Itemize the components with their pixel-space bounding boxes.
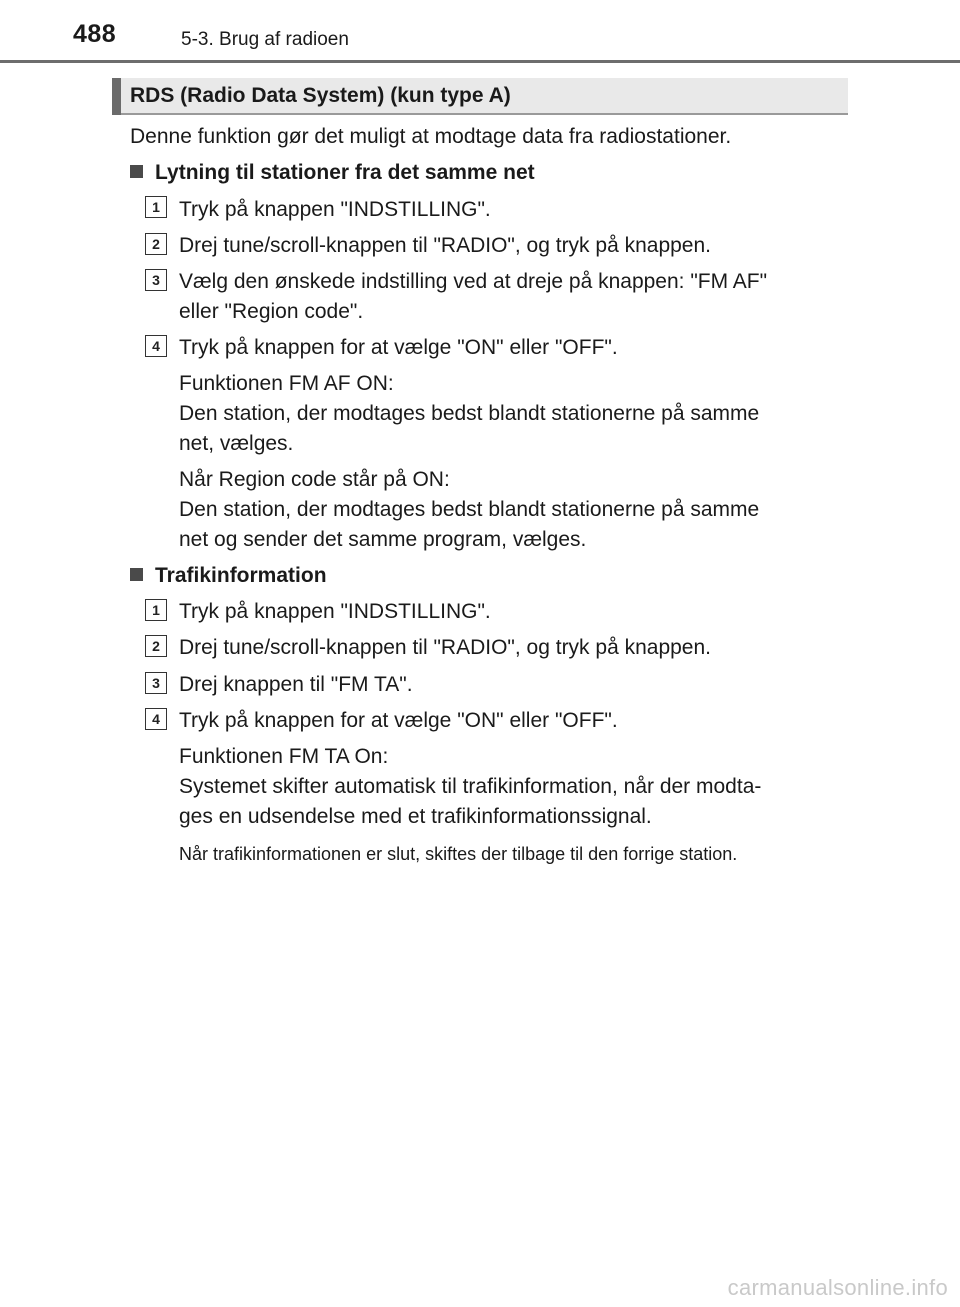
step-number-badge: 2 — [145, 233, 167, 255]
subheading-text: Lytning til stationer fra det samme net — [155, 161, 535, 184]
step-text: Tryk på knappen "INDSTILLING". — [179, 600, 491, 623]
step-text: Drej knappen til "FM TA". — [179, 673, 413, 696]
step-text: Tryk på knappen for at vælge "ON" eller "OFF". — [179, 709, 618, 732]
title-accent-bar — [112, 78, 121, 115]
step-number-badge: 3 — [145, 672, 167, 694]
step-text: Tryk på knappen "INDSTILLING". — [179, 198, 491, 221]
step-text-line: Vælg den ønskede indstilling ved at dreje på knappen: "FM AF" — [179, 270, 768, 293]
step-text-line: eller "Region code". — [179, 300, 364, 323]
section-title: RDS (Radio Data System) (kun type A) — [130, 84, 511, 107]
page-number: 488 — [73, 20, 117, 48]
subheading-text: Trafikinformation — [155, 564, 327, 587]
explanation-label: Funktionen FM AF ON: — [179, 372, 394, 395]
step-number-badge: 1 — [145, 599, 167, 621]
step-text: Drej tune/scroll-knappen til "RADIO", og tryk på knappen. — [179, 234, 711, 257]
explanation-label: Når Region code står på ON: — [179, 468, 450, 491]
step-number-badge: 3 — [145, 269, 167, 291]
explanation-label: Funktionen FM TA On: — [179, 745, 389, 768]
section-reference: 5-3. Brug af radioen — [181, 29, 349, 50]
step-number-badge: 4 — [145, 335, 167, 357]
square-bullet-icon — [130, 165, 143, 178]
explanation-line: Den station, der modtages bedst blandt stationerne på samme — [179, 402, 760, 425]
footnote: Når trafikinformationen er slut, skiftes der tilbage til den forrige station. — [179, 844, 738, 864]
step-text: Drej tune/scroll-knappen til "RADIO", og tryk på knappen. — [179, 636, 711, 659]
explanation-line: ges en udsendelse med et trafikinformationssignal. — [179, 805, 652, 828]
watermark-text: carmanualsonline.info — [727, 1275, 948, 1300]
explanation-line: Den station, der modtages bedst blandt stationerne på samme — [179, 498, 760, 521]
subheading-same-network — [130, 158, 535, 188]
header-divider — [0, 60, 960, 63]
explanation-line: Systemet skifter automatisk til trafikinformation, når der modta- — [179, 775, 762, 798]
page-header — [0, 0, 960, 62]
subheading-traffic-info — [130, 561, 327, 591]
explanation-line: net, vælges. — [179, 432, 294, 455]
section-title-box — [112, 78, 848, 115]
explanation-line: net og sender det samme program, vælges. — [179, 528, 587, 551]
square-bullet-icon — [130, 568, 143, 581]
step-number-badge: 1 — [145, 196, 167, 218]
intro-paragraph: Denne funktion gør det muligt at modtage data fra radiostationer. — [130, 125, 732, 148]
step-number-badge: 4 — [145, 708, 167, 730]
step-text: Tryk på knappen for at vælge "ON" eller "OFF". — [179, 336, 618, 359]
step-number-badge: 2 — [145, 635, 167, 657]
